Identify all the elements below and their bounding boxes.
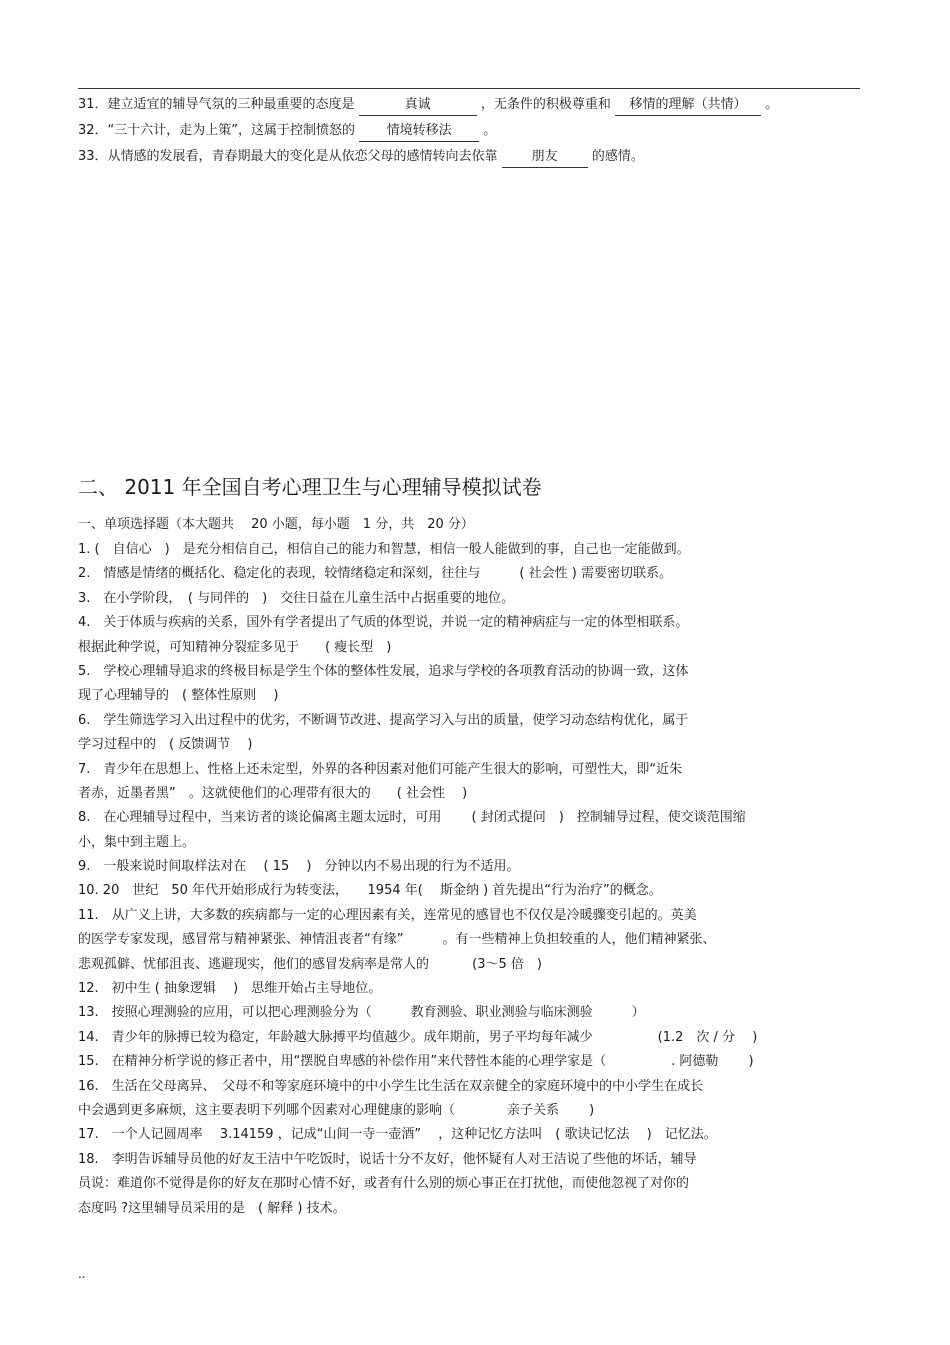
fill-blank-text: 32．“三十六计，走为上策”，这属于控制愤怒的 [78, 123, 356, 138]
fill-blank-text: 。 [765, 97, 779, 112]
question-line: 4. 关于体质与疾病的关系，国外有学者提出了气质的体型说，并说一定的精神病症与一定的体型相联系。 [78, 615, 689, 631]
section-title: 一、单项选择题（本大题共 20 小题，每小题 1 分，共 20 分） [78, 517, 474, 532]
question-line: 根据此种学说，可知精神分裂症多见于 ( 瘦长型 ) [78, 639, 392, 655]
fill-blank-text: 。 [483, 123, 497, 138]
question-line: 6. 学生筛选学习入出过程中的优劣，不断调节改进、提高学习入与出的质量，使学习动态结构优化，属于 [78, 712, 689, 728]
answer-blank: 移情的理解（共情） [615, 95, 761, 116]
question-line: 7. 青少年在思想上、性格上还未定型，外界的各种因素对他们可能产生很大的影响，可塑性大，即“近朱 [78, 761, 683, 777]
question-line: 15. 在精神分析学说的修正者中，用“摆脱自卑感的补偿作用”来代替性本能的心理学家是（ . 阿德勒 ) [78, 1054, 754, 1070]
question-line: 17. 一个人记圆周率 3.14159 ，记成“山间一寺一壶酒” ，这种记忆方法叫 ( 歌诀记忆法 ) 记忆法。 [78, 1127, 717, 1143]
question-line: 16. 生活在父母离异、 父母不和等家庭环境中的中小学生比生活在双亲健全的家庭环境中的中小学生在成长 [78, 1078, 704, 1094]
question-line: 悲观孤僻、忧郁沮丧、逃避现实，他们的感冒发病率是常人的 (3～5 倍 ) [78, 956, 542, 972]
question-line: 1. ( 自信心 ) 是充分相信自己，相信自己的能力和智慧，相信一般人能做到的事，自己也一定能做到。 [78, 542, 690, 557]
question-line: 8. 在心理辅导过程中，当来访者的谈论偏离主题太远时，可用 ( 封闭式提问 ) 控制辅导过程，使交谈范围缩 [78, 810, 746, 826]
question-line: 10. 20 世纪 50 年代开始形成行为转变法， 1954 年( 斯金纳 ) 首先提出“行为治疗”的概念。 [78, 883, 662, 899]
fill-blank-text: 的感情。 [591, 149, 644, 164]
question-line: 9. 一般来说时间取样法对在 ( 15 ) 分钟以内不易出现的行为不适用。 [78, 859, 520, 875]
fill-blank-32 [78, 118, 868, 144]
header-rule [78, 88, 860, 89]
question-line: 者赤，近墨者黑” 。这就使他们的心理带有很大的 ( 社会性 ) [78, 785, 468, 801]
question-line: 12. 初中生 ( 抽象逻辑 ) 思维开始占主导地位。 [78, 981, 382, 997]
question-line: 11. 从广义上讲，大多数的疾病都与一定的心理因素有关，连常见的感冒也不仅仅是冷暖骤变引起的。英美 [78, 907, 697, 923]
question-line: 3. 在小学阶段， ( 与同伴的 ) 交往日益在儿童生活中占据重要的地位。 [78, 590, 515, 606]
question-line: 中会遇到更多麻烦，这主要表明下列哪个因素对心理健康的影响（ 亲子关系 ) [78, 1102, 595, 1118]
fill-blank-33 [78, 144, 868, 170]
fill-blank-section [78, 92, 868, 170]
answer-blank: 情境转移法 [359, 121, 479, 142]
question-line: 小，集中到主题上。 [78, 834, 196, 850]
question-line: 14. 青少年的脉搏已较为稳定，年龄越大脉搏平均值越少。成年期前，男子平均每年减少 (1.2 次 / 分 ) [78, 1029, 758, 1045]
fill-blank-text: 31．建立适宜的辅导气氛的三种最重要的态度是 [78, 97, 355, 112]
fill-blank-text: ，无条件的积极尊重和 [480, 97, 611, 112]
exam-heading: 二、 2011 年全国自考心理卫生与心理辅导模拟试卷 [78, 475, 542, 499]
question-line: 13. 按照心理测验的应用，可以把心理测验分为（ 教育测验、职业测验与临床测验 ） [78, 1005, 645, 1021]
question-line: 2. 情感是情绪的概括化、稳定化的表现，较情绪稳定和深刻，往往与 ( 社会性 ) 需要密切联系。 [78, 566, 672, 582]
question-line: 的医学专家发现，感冒常与精神紧张、神情沮丧者“有缘” 。有一些精神上负担较重的人，他们精神紧张、 [78, 932, 716, 948]
question-list [78, 538, 868, 1221]
question-line: 5. 学校心理辅导追求的终极目标是学生个体的整体性发展，追求与学校的各项教育活动的协调一致，这体 [78, 663, 689, 679]
fill-blank-31 [78, 92, 868, 118]
answer-blank: 真诚 [359, 95, 477, 116]
question-line: 18. 李明告诉辅导员他的好友王洁中午吃饭时，说话十分不友好，他怀疑有人对王洁说了些他的坏话，辅导 [78, 1151, 697, 1167]
question-line: 学习过程中的 ( 反馈调节 ) [78, 737, 253, 753]
question-line: 态度吗 ?这里辅导员采用的是 ( 解释 ) 技术。 [78, 1200, 346, 1216]
page-footer-mark: .. [78, 1267, 86, 1281]
question-line: 员说：难道你不觉得是你的好友在那时心情不好，或者有什么别的烦心事正在打扰他，而使他忽视了对你的 [78, 1176, 690, 1192]
fill-blank-text: 33．从情感的发展看，青春期最大的变化是从依恋父母的感情转向去依靠 [78, 149, 498, 164]
question-line: 现了心理辅导的 ( 整体性原则 ) [78, 688, 279, 704]
answer-blank: 朋友 [502, 147, 588, 168]
